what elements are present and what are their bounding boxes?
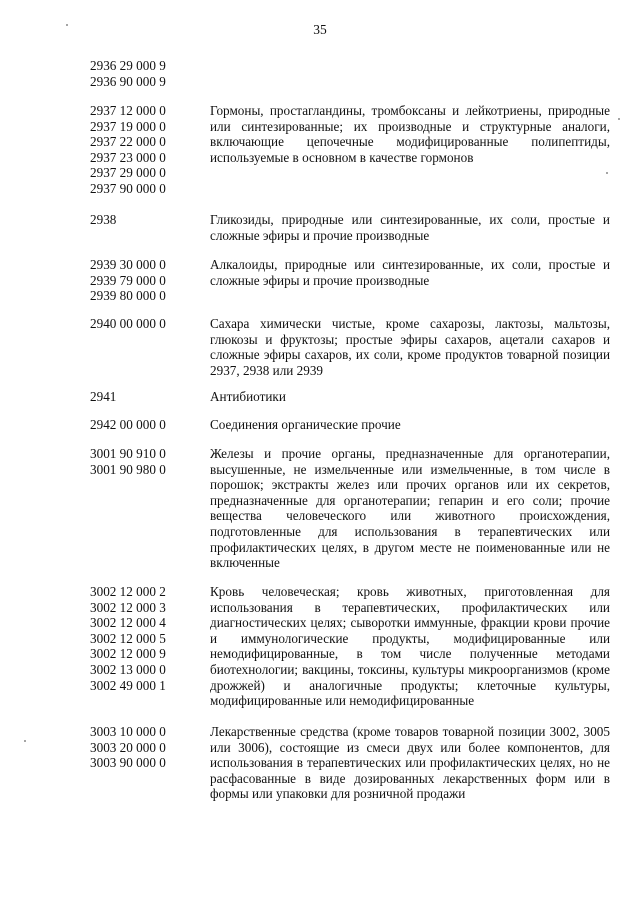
code: 3002 12 000 9 xyxy=(90,646,166,662)
code: 2936 90 000 9 xyxy=(90,73,166,89)
description: Гормоны, простагландины, тромбоксаны и лейкотриены, природные или синтезированные; их производные и структурные аналоги, включающие цепочечные модифицированные полипептиды, используемые в основном в качестве гормонов xyxy=(210,103,610,165)
code-list xyxy=(90,417,200,433)
code: 2937 29 000 0 xyxy=(90,165,166,181)
code-list xyxy=(90,316,200,332)
code: 3002 12 000 3 xyxy=(90,599,166,615)
description: Сахара химически чистые, кроме сахарозы, лактозы, мальтозы, глюкозы и фруктозы; простые эфиры сахаров, ацетали сахаров и сложные эфиры сахаров, их соли, кроме продуктов товарной позиции 2937, 2938 или 2939 xyxy=(210,316,610,378)
code-list xyxy=(90,257,200,304)
code: 2937 22 000 0 xyxy=(90,134,166,150)
code: 2937 23 000 0 xyxy=(90,149,166,165)
scan-speck xyxy=(606,172,608,174)
code: 2938 xyxy=(90,212,117,227)
code: 3002 12 000 5 xyxy=(90,630,166,646)
code-list xyxy=(90,724,200,771)
code: 3003 90 000 0 xyxy=(90,755,166,771)
code: 3002 12 000 2 xyxy=(90,584,166,599)
code: 2939 80 000 0 xyxy=(90,288,166,304)
code-list xyxy=(90,389,200,405)
description: Алкалоиды, природные или синтезированные, их соли, простые и сложные эфиры и прочие производные xyxy=(210,257,610,288)
description: Гликозиды, природные или синтезированные, их соли, простые и сложные эфиры и прочие производные xyxy=(210,212,610,243)
scan-speck xyxy=(66,24,68,26)
code-list xyxy=(90,103,200,197)
code: 3002 13 000 0 xyxy=(90,661,166,677)
code: 3002 12 000 4 xyxy=(90,615,166,631)
code: 2936 29 000 9 xyxy=(90,58,166,73)
description: Железы и прочие органы, предназначенные для органотерапии, высушенные, не измельченные или измельченные, в том числе в порошок; экстракты желез или прочих органов или их секретов, предназначенные для органотерапии; гепарин и его соли; прочие вещества человеческого или животного происхождения, подготовленные для использования в терапевтических или профилактических целях, в другом месте не поименованные или не включенные xyxy=(210,446,610,571)
code: 2941 xyxy=(90,389,117,404)
code-list xyxy=(90,58,200,89)
code-list xyxy=(90,584,200,693)
code: 2937 90 000 0 xyxy=(90,180,166,196)
code: 3001 90 980 0 xyxy=(90,461,166,477)
code: 2942 00 000 0 xyxy=(90,417,166,432)
description: Антибиотики xyxy=(210,389,286,404)
code: 2940 00 000 0 xyxy=(90,316,166,331)
code-list xyxy=(90,446,200,477)
code: 3001 90 910 0 xyxy=(90,446,166,461)
code: 2937 12 000 0 xyxy=(90,103,166,118)
code: 2937 19 000 0 xyxy=(90,118,166,134)
code: 3003 20 000 0 xyxy=(90,739,166,755)
code: 2939 30 000 0 xyxy=(90,257,166,272)
description: Лекарственные средства (кроме товаров товарной позиции 3002, 3005 или 3006), состоящие из смеси двух или более компонентов, для использования в терапевтических или профилактических целях, но не расфасованные в виде дозированных лекарственных форм или в формы или упаковки для розничной продажи xyxy=(210,724,610,802)
code: 3002 49 000 1 xyxy=(90,677,166,693)
description: Соединения органические прочие xyxy=(210,417,401,432)
description: Кровь человеческая; кровь животных, приготовленная для использования в терапевтических, профилактических или диагностических целях; сыворотки иммунные, фракции крови прочие и иммунологические продукты, модифицированные или немодифицированные, в том числе полученные методами биотехнологии; вакцины, токсины, культуры микроорганизмов (кроме дрожжей) и аналогичные продукты; клеточные культуры, модифицированные или немодифицированные xyxy=(210,584,610,709)
code-list xyxy=(90,212,200,228)
code: 2939 79 000 0 xyxy=(90,272,166,288)
page-number: 35 xyxy=(313,22,327,37)
code: 3003 10 000 0 xyxy=(90,724,166,739)
scan-speck xyxy=(618,118,620,120)
scan-speck xyxy=(24,740,26,742)
